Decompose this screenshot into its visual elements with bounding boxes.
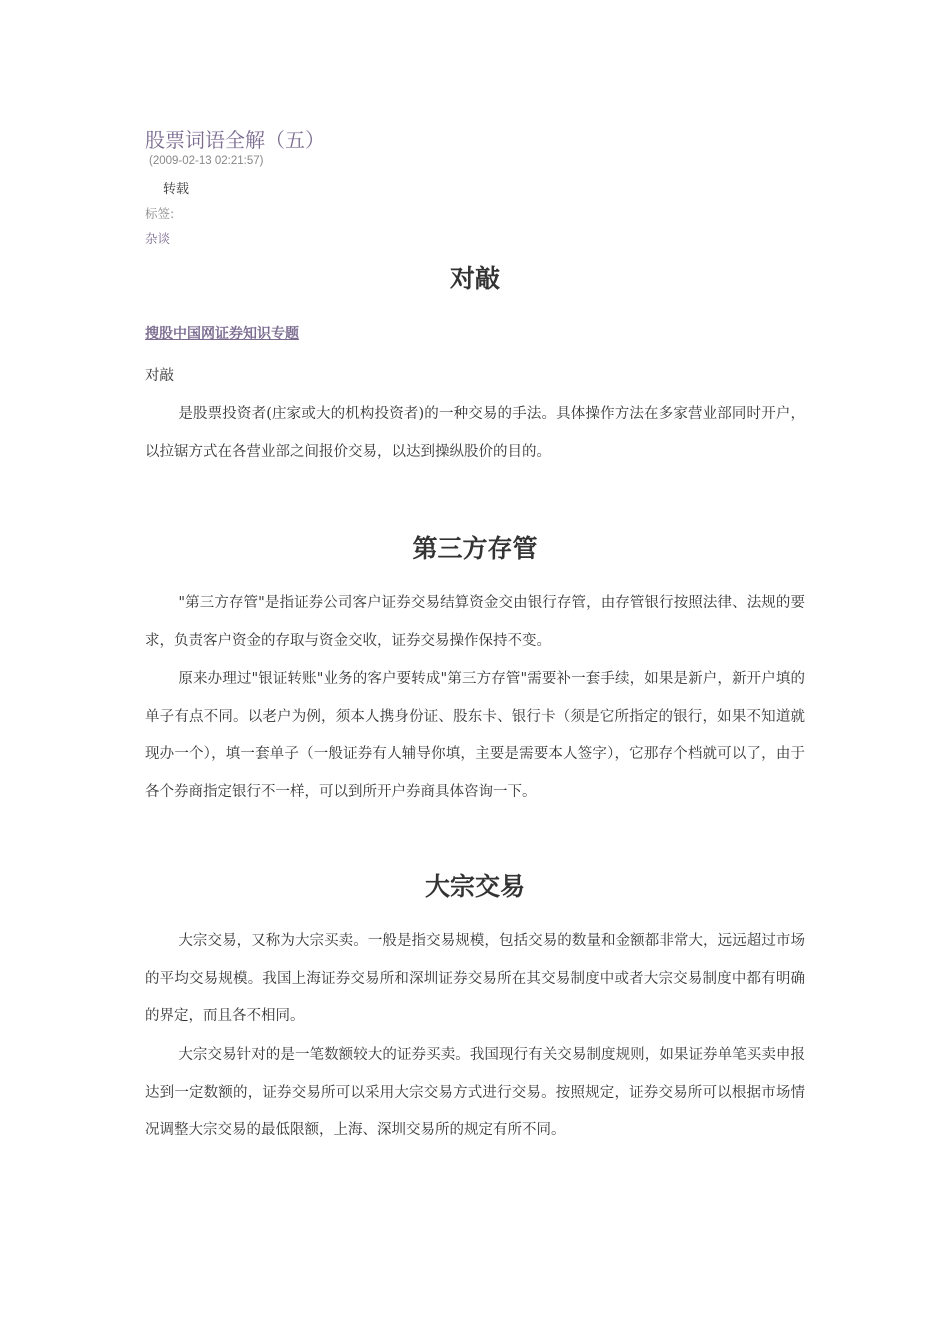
post-title: 股票词语全解（五） bbox=[145, 128, 325, 152]
paragraph: 大宗交易针对的是一笔数额较大的证券买卖。我国现行有关交易制度规则，如果证券单笔买卖申报达到一定数额的，证券交易所可以采用大宗交易方式进行交易。按照规定，证券交易所可以根据市场情况调整大宗交易的最低限额，上海、深圳交易所的规定有所不同。 bbox=[145, 1047, 805, 1138]
section-heading-dazong: 大宗交易 bbox=[424, 872, 525, 901]
tag-link[interactable]: 杂谈 bbox=[145, 231, 171, 246]
paragraph: 是股票投资者(庄家或大的机构投资者)的一种交易的手法。具体操作方法在多家营业部同时开户，以拉锯方式在各营业部之间报价交易，以达到操纵股价的目的。 bbox=[145, 406, 805, 460]
section-heading-duiqiao: 对敲 bbox=[449, 264, 500, 293]
tags-label: 标签: bbox=[145, 206, 175, 221]
repost-label: 转载 bbox=[163, 182, 190, 197]
paragraph: 原来办理过"银证转账"业务的客户要转成"第三方存管"需要补一套手续，如果是新户，新开户填的单子有点不同。以老户为例，须本人携身份证、股东卡、银行卡（须是它所指定的银行，如果不知道就现办一个），填一套单子（一般证券有人辅导你填，主要是需要本人签字），它那存个档就可以了，由于各个券商指定银行不一样，可以到所开户券商具体咨询一下。 bbox=[145, 671, 805, 800]
post-date: (2009-02-13 02:21:57) bbox=[149, 155, 264, 167]
section-heading-disanfang: 第三方存管 bbox=[412, 534, 538, 563]
paragraph: "第三方存管"是指证券公司客户证券交易结算资金交由银行存管，由存管银行按照法律、法规的要求，负责客户资金的存取与资金交收，证券交易操作保持不变。 bbox=[145, 595, 805, 649]
term-label: 对敲 bbox=[145, 368, 174, 384]
paragraph: 大宗交易，又称为大宗买卖。一般是指交易规模，包括交易的数量和金额都非常大，远远超过市场的平均交易规模。我国上海证券交易所和深圳证券交易所在其交易制度中或者大宗交易制度中都有明确的界定，而且各不相同。 bbox=[145, 933, 805, 1024]
source-link[interactable]: 搜股中国网证券知识专题 bbox=[145, 326, 299, 342]
